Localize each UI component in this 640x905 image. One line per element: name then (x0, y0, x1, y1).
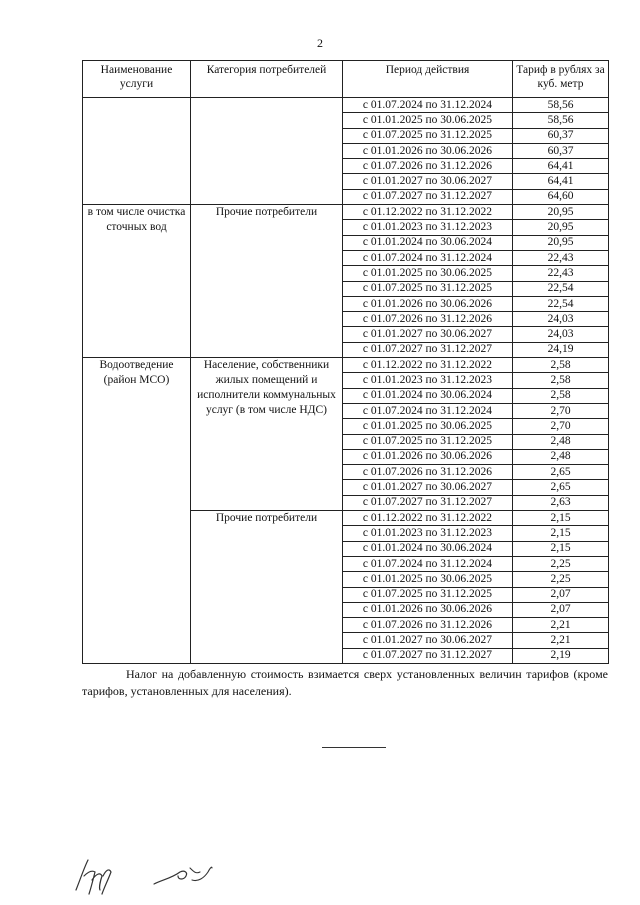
tariff-cell: 22,43 (513, 250, 609, 265)
tariff-cell: 2,15 (513, 511, 609, 526)
tariff-cell: 20,95 (513, 220, 609, 235)
tariff-cell: 2,70 (513, 419, 609, 434)
tariff-cell: 2,07 (513, 587, 609, 602)
period-cell: с 01.07.2024 по 31.12.2024 (343, 556, 513, 571)
period-cell: с 01.01.2023 по 31.12.2023 (343, 373, 513, 388)
period-cell: с 01.01.2027 по 30.06.2027 (343, 174, 513, 189)
period-cell: с 01.01.2024 по 30.06.2024 (343, 388, 513, 403)
tariff-cell: 2,58 (513, 373, 609, 388)
tariff-cell: 2,65 (513, 480, 609, 495)
period-cell: с 01.12.2022 по 31.12.2022 (343, 511, 513, 526)
tariff-cell: 22,43 (513, 266, 609, 281)
tariff-cell: 2,15 (513, 526, 609, 541)
tariff-cell: 2,19 (513, 648, 609, 663)
header-period: Период действия (343, 61, 513, 98)
tariff-cell: 58,56 (513, 113, 609, 128)
period-cell: с 01.01.2027 по 30.06.2027 (343, 480, 513, 495)
period-cell: с 01.01.2026 по 30.06.2026 (343, 602, 513, 617)
service-name-cell: в том числе очистка сточных вод (83, 205, 191, 358)
period-cell: с 01.01.2025 по 30.06.2025 (343, 266, 513, 281)
consumer-category-cell: Прочие потребители (191, 511, 343, 664)
tariff-cell: 64,60 (513, 189, 609, 204)
tariff-cell: 24,19 (513, 342, 609, 357)
tariff-cell: 2,15 (513, 541, 609, 556)
period-cell: с 01.01.2024 по 30.06.2024 (343, 541, 513, 556)
period-cell: с 01.07.2027 по 31.12.2027 (343, 495, 513, 510)
header-tariff: Тариф в рублях за куб. метр (513, 61, 609, 98)
consumer-category-cell (191, 98, 343, 205)
period-cell: с 01.01.2025 по 30.06.2025 (343, 572, 513, 587)
period-cell: с 01.07.2024 по 31.12.2024 (343, 403, 513, 418)
tariff-cell: 2,58 (513, 358, 609, 373)
table-row (83, 98, 609, 113)
tariff-cell: 60,37 (513, 143, 609, 158)
service-name-cell: Водоотведение (район МСО) (83, 358, 191, 664)
period-cell: с 01.01.2024 по 30.06.2024 (343, 235, 513, 250)
tariff-cell: 24,03 (513, 312, 609, 327)
tariff-cell: 2,58 (513, 388, 609, 403)
consumer-category-cell: Прочие потребители (191, 205, 343, 358)
header-category: Категория потребителей (191, 61, 343, 98)
table-row (83, 205, 609, 220)
tariff-cell: 64,41 (513, 159, 609, 174)
tariff-cell: 22,54 (513, 281, 609, 296)
page-number: 2 (317, 36, 323, 50)
tariff-cell: 24,03 (513, 327, 609, 342)
period-cell: с 01.01.2027 по 30.06.2027 (343, 327, 513, 342)
tariff-cell: 60,37 (513, 128, 609, 143)
period-cell: с 01.07.2024 по 31.12.2024 (343, 98, 513, 113)
period-cell: с 01.07.2026 по 31.12.2026 (343, 312, 513, 327)
period-cell: с 01.07.2026 по 31.12.2026 (343, 618, 513, 633)
header-service: Наименование услуги (83, 61, 191, 98)
period-cell: с 01.01.2023 по 31.12.2023 (343, 526, 513, 541)
table-body (83, 98, 609, 664)
period-cell: с 01.07.2025 по 31.12.2025 (343, 128, 513, 143)
tariff-cell: 2,65 (513, 465, 609, 480)
tariff-cell: 2,21 (513, 633, 609, 648)
tariff-cell: 2,21 (513, 618, 609, 633)
period-cell: с 01.01.2025 по 30.06.2025 (343, 419, 513, 434)
period-cell: с 01.07.2026 по 31.12.2026 (343, 159, 513, 174)
table-row (83, 358, 609, 373)
period-cell: с 01.07.2025 по 31.12.2025 (343, 281, 513, 296)
consumer-category-cell: Население, собственники жилых помещений и исполнители коммунальных услуг (в том числе НДС) (191, 358, 343, 511)
period-cell: с 01.07.2027 по 31.12.2027 (343, 648, 513, 663)
tariff-cell: 2,07 (513, 602, 609, 617)
period-cell: с 01.07.2025 по 31.12.2025 (343, 434, 513, 449)
period-cell: с 01.07.2026 по 31.12.2026 (343, 465, 513, 480)
tariff-cell: 2,70 (513, 403, 609, 418)
end-rule (322, 747, 386, 748)
tariff-cell: 22,54 (513, 296, 609, 311)
period-cell: с 01.07.2027 по 31.12.2027 (343, 342, 513, 357)
period-cell: с 01.07.2025 по 31.12.2025 (343, 587, 513, 602)
service-name-cell (83, 98, 191, 205)
period-cell: с 01.12.2022 по 31.12.2022 (343, 358, 513, 373)
tariff-cell: 2,63 (513, 495, 609, 510)
period-cell: с 01.07.2024 по 31.12.2024 (343, 250, 513, 265)
period-cell: с 01.07.2027 по 31.12.2027 (343, 189, 513, 204)
tariff-cell: 58,56 (513, 98, 609, 113)
period-cell: с 01.01.2025 по 30.06.2025 (343, 113, 513, 128)
tariff-cell: 2,25 (513, 572, 609, 587)
vat-note: Налог на добавленную стоимость взимается сверх установленных величин тарифов (кроме тарифов, установленных для населения). (82, 667, 608, 698)
tariff-cell: 20,95 (513, 235, 609, 250)
period-cell: с 01.01.2026 по 30.06.2026 (343, 449, 513, 464)
handwritten-signature-icon (62, 850, 252, 905)
tariff-table (82, 60, 609, 664)
period-cell: с 01.01.2027 по 30.06.2027 (343, 633, 513, 648)
period-cell: с 01.01.2023 по 31.12.2023 (343, 220, 513, 235)
tariff-cell: 64,41 (513, 174, 609, 189)
period-cell: с 01.01.2026 по 30.06.2026 (343, 143, 513, 158)
table-header-row (83, 61, 609, 98)
tariff-cell: 20,95 (513, 205, 609, 220)
period-cell: с 01.01.2026 по 30.06.2026 (343, 296, 513, 311)
period-cell: с 01.12.2022 по 31.12.2022 (343, 205, 513, 220)
tariff-cell: 2,25 (513, 556, 609, 571)
tariff-cell: 2,48 (513, 434, 609, 449)
tariff-cell: 2,48 (513, 449, 609, 464)
